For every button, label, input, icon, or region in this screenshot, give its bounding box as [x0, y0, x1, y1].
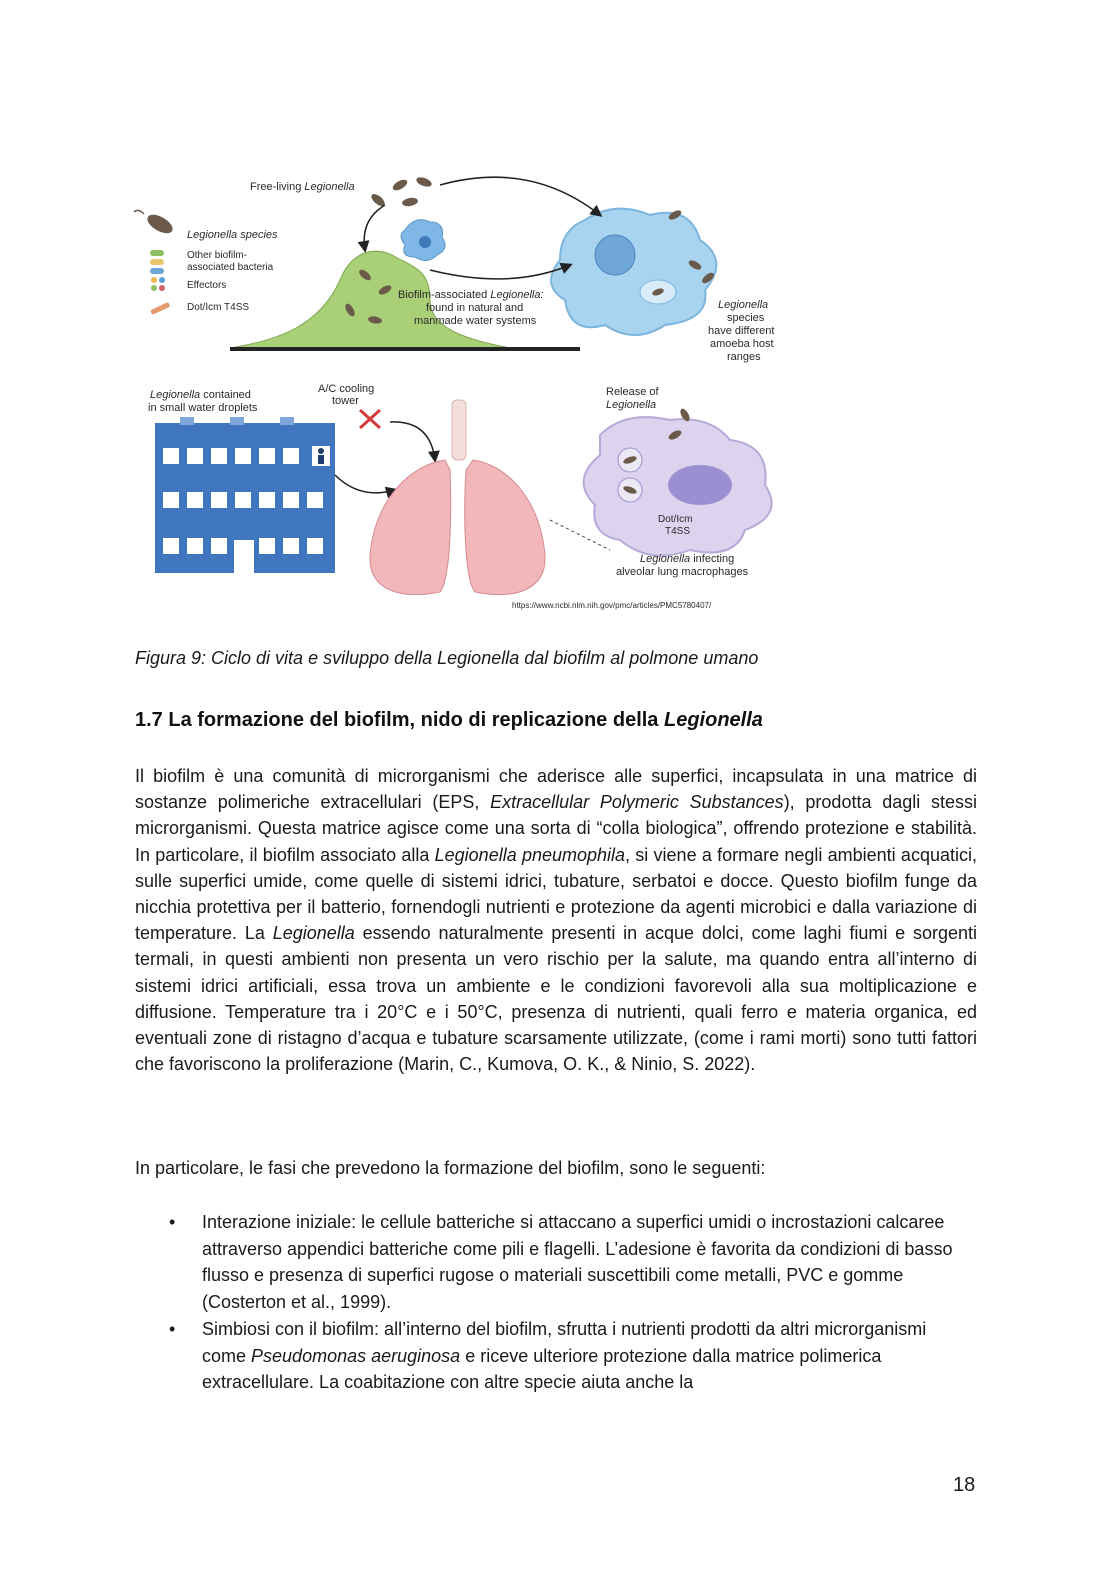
svg-text:tower: tower — [332, 395, 359, 407]
svg-text:T4SS: T4SS — [665, 526, 691, 537]
building — [155, 417, 335, 573]
figure-caption: Figura 9: Ciclo di vita e sviluppo della Legionella dal biofilm al polmone umano — [135, 648, 759, 668]
svg-text:alveolar lung macrophages: alveolar lung macrophages — [616, 566, 749, 578]
svg-text:Free-living Legionella: Free-living Legionella — [250, 181, 355, 193]
bacteria-green-icon — [150, 250, 164, 256]
surface-bar — [230, 347, 580, 351]
svg-text:Legionella: Legionella — [718, 299, 769, 311]
svg-text:have different: have different — [708, 325, 775, 337]
effector-icon — [151, 277, 157, 283]
svg-text:species: species — [727, 312, 765, 324]
phases-list — [165, 1209, 975, 1396]
svg-text:Legionella contained: Legionella contained — [150, 389, 251, 401]
figure-illustration — [130, 160, 810, 620]
arrow-free-to-amoeba — [440, 177, 600, 215]
page-number: 18 — [953, 1474, 976, 1496]
arrow-tower-to-lungs — [390, 422, 435, 460]
svg-text:amoeba host: amoeba host — [710, 338, 774, 350]
legionella-icon — [144, 211, 175, 237]
svg-text:found in natural and: found in natural and — [426, 302, 524, 314]
t4ss-icon — [150, 302, 170, 315]
section-heading: 1.7 La formazione del biofilm, nido di replicazione della Legionella — [135, 709, 763, 731]
svg-text:A/C cooling: A/C cooling — [318, 383, 375, 395]
large-amoeba — [551, 209, 716, 335]
red-x-icon — [360, 410, 380, 428]
lungs — [370, 400, 545, 595]
legend-icons — [134, 210, 176, 315]
svg-text:Legionella: Legionella — [606, 399, 657, 411]
svg-text:Legionella species: Legionella species — [187, 229, 278, 241]
arrow-building-to-lungs — [335, 475, 395, 493]
list-item: • Interazione iniziale: le cellule batteriche si attaccano a superfici umidi o incrostazioni calcaree attraverso appendici batteriche come pili e flagelli. L’adesione è favorita da condizioni di basso flusso e presenza di superfici rugose o materiali suscettibili come metalli, PVC e gomme (Costerton et al., 1999). — [165, 1209, 975, 1316]
svg-text:Legionella infecting: Legionella infecting — [640, 553, 735, 565]
svg-text:manmade water systems: manmade water systems — [414, 315, 537, 327]
paragraph-biofilm-description: Il biofilm è una comunità di microrganismi che aderisce alle superfici, incapsulata in una matrice di sostanze polimeriche extracellulari (EPS, Extracellular Polymeric Substances), prodotta dagli stessi microrganismi. Questa matrice agisce come una sorta di “colla biologica”, offrendo protezione e stabilità. In particolare, il biofilm associato alla Legionella pneumophila, si viene a formare negli ambienti acquatici, sulle superfici umide, come quelle di sistemi idrici, tubature, serbatoi e docce. Questo biofilm funge da nicchia protettiva per il batterio, fornendogli nutrienti e protezione da agenti microbici e dalla variazione di temperature. La Legionella essendo naturalmente presenti in acque dolci, come laghi fiumi e sorgenti termali, in questi ambienti non presenta un vero rischio per la salute, ma quando entra all’interno di sistemi idrici artificiali, essa trova un ambiente e le condizioni favorevoli alla sua moltiplicazione e diffusione. Temperature tra i 20°C e i 50°C, presenza di nutrienti, quali ferro e materia organica, ed eventuali zone di ristagno d’acqua e tubature scarsamente utilizzate, (come i rami morti) sono tutti fattori che favoriscono la proliferazione (Marin, C., Kumova, O. K., & Ninio, S. 2022). — [135, 766, 978, 1075]
svg-text:Dot/Icm T4SS: Dot/Icm T4SS — [187, 302, 250, 313]
paragraph-phases-intro: In particolare, le fasi che prevedono la formazione del biofilm, sono le seguenti: — [135, 1158, 766, 1178]
svg-text:https://www.ncbi.nlm.nih.gov/p: https://www.ncbi.nlm.nih.gov/pmc/articles/PMC5780407/ — [512, 601, 712, 610]
list-item: • Simbiosi con il biofilm: all’interno del biofilm, sfrutta i nutrienti prodotti da altri microrganismi come Pseudomonas aeruginosa e riceve ulteriore protezione dalla matrice polimerica extracellulare. La coabitazione con altre specie aiuta anche la — [165, 1316, 975, 1396]
free-living-bacteria — [369, 176, 433, 209]
svg-text:associated bacteria: associated bacteria — [187, 262, 274, 273]
svg-text:Other biofilm-: Other biofilm- — [187, 250, 248, 261]
arrow-free-to-biofilm — [364, 205, 385, 250]
svg-text:ranges: ranges — [727, 351, 761, 363]
bullet-icon: • — [169, 1318, 176, 1339]
svg-text:Biofilm-associated Legionella:: Biofilm-associated Legionella: — [398, 289, 544, 301]
figure-legionella-lifecycle — [130, 160, 810, 620]
svg-text:Effectors: Effectors — [187, 280, 227, 291]
bullet-icon: • — [169, 1212, 176, 1232]
arrow-biofilm-to-amoeba — [430, 265, 570, 279]
svg-text:Dot/Icm: Dot/Icm — [658, 514, 693, 525]
svg-text:in small water droplets: in small water droplets — [148, 402, 258, 414]
svg-text:Release of: Release of — [606, 386, 659, 398]
